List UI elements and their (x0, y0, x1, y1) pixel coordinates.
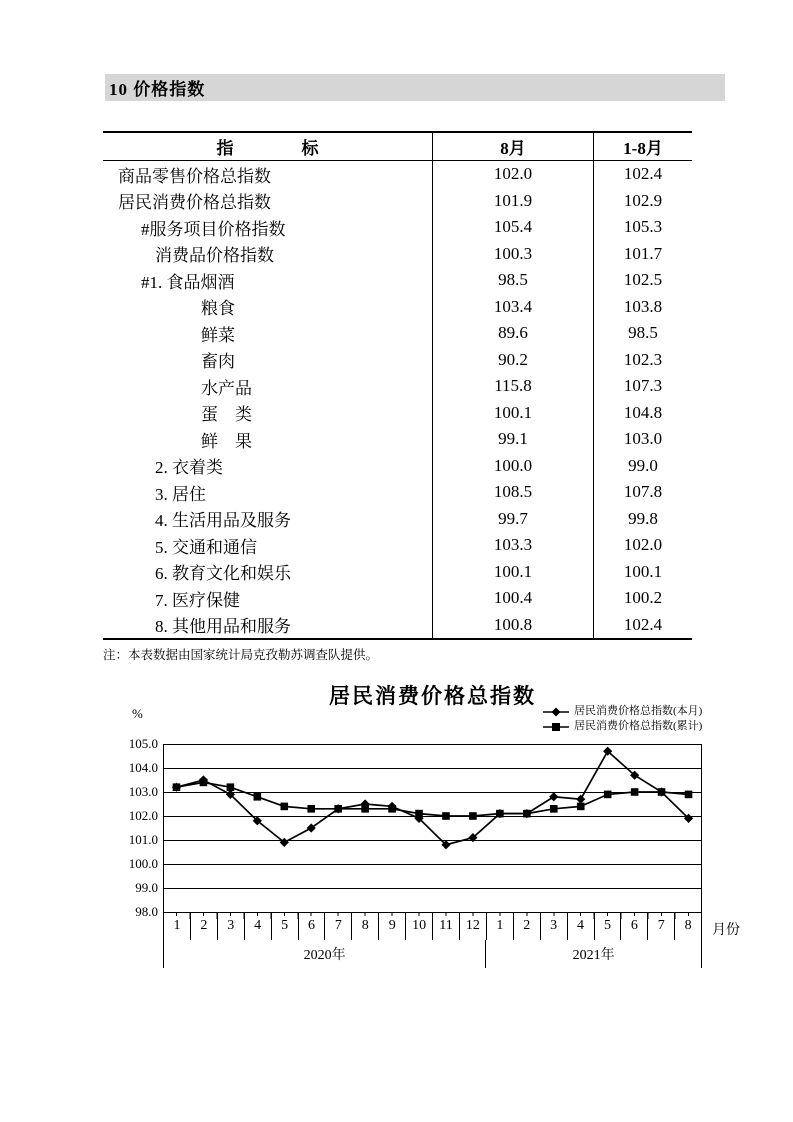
data-point-square (200, 779, 208, 787)
table-row (103, 294, 692, 321)
row-august-value: 99.7 (432, 506, 593, 533)
table-row (103, 347, 692, 374)
y-tick-label: 102.0 (128, 808, 158, 823)
month-cell: 2 (191, 912, 218, 940)
row-indicator-label: 蛋 类 (201, 405, 252, 425)
row-indicator-label: 6. 教育文化和娱乐 (155, 564, 291, 584)
data-point-square (227, 783, 235, 791)
row-jan-aug-value: 102.0 (593, 532, 692, 559)
y-tick-label: 98.0 (135, 904, 158, 919)
data-point-square (334, 805, 342, 813)
data-point-diamond (549, 792, 558, 801)
row-august-value: 100.3 (432, 241, 593, 268)
chart-x-axis (163, 912, 702, 968)
row-indicator-label: 7. 医疗保健 (155, 590, 240, 610)
series-line-square (176, 782, 688, 816)
data-point-square (496, 810, 504, 818)
table-row (103, 241, 692, 268)
row-jan-aug-value: 100.2 (593, 585, 692, 612)
row-jan-aug-value: 107.3 (593, 373, 692, 400)
row-august-value: 105.4 (432, 214, 593, 241)
table-row (103, 188, 692, 215)
table-row (103, 612, 692, 639)
table-row (103, 373, 692, 400)
row-august-value: 89.6 (432, 320, 593, 347)
data-point-square (523, 810, 531, 818)
price-index-table (103, 131, 692, 640)
month-cell: 4 (568, 912, 595, 940)
row-indicator-label: 水产品 (201, 378, 252, 398)
table-row (103, 506, 692, 533)
table-row (103, 559, 692, 586)
y-axis-unit-label: % (132, 706, 143, 721)
data-point-square (361, 805, 369, 813)
row-jan-aug-value: 107.8 (593, 479, 692, 506)
row-indicator-label: 鲜菜 (201, 325, 235, 345)
row-august-value: 99.1 (432, 426, 593, 453)
legend-label-current-month: 居民消费价格总指数(本月) (574, 705, 703, 717)
table-row (103, 320, 692, 347)
row-indicator-label: 5. 交通和通信 (155, 537, 257, 557)
data-point-square (685, 791, 693, 799)
table-row (103, 585, 692, 612)
data-point-square (254, 793, 262, 801)
row-jan-aug-value: 103.8 (593, 294, 692, 321)
x-axis-month-row (164, 912, 701, 940)
row-august-value: 101.9 (432, 188, 593, 215)
data-point-square (415, 810, 423, 818)
table-row (103, 532, 692, 559)
row-august-value: 115.8 (432, 373, 593, 400)
data-point-square (307, 805, 315, 813)
row-august-value: 100.1 (432, 400, 593, 427)
row-indicator-label: 4. 生活用品及服务 (155, 511, 291, 531)
legend-label-cumulative: 居民消费价格总指数(累计) (574, 720, 703, 732)
row-august-value: 102.0 (432, 161, 593, 188)
header-jan-aug: 1-8月 (593, 133, 692, 160)
row-indicator-label: #服务项目价格指数 (141, 219, 286, 239)
month-cell: 12 (460, 912, 487, 940)
row-jan-aug-value: 105.3 (593, 214, 692, 241)
row-jan-aug-value: 102.4 (593, 612, 692, 639)
month-cell: 3 (218, 912, 245, 940)
y-tick-label: 105.0 (128, 736, 158, 751)
row-jan-aug-value: 99.0 (593, 453, 692, 480)
y-tick-label: 103.0 (128, 784, 158, 799)
header-indicator: 指 标 (216, 139, 319, 158)
row-jan-aug-value: 99.8 (593, 506, 692, 533)
row-august-value: 100.1 (432, 559, 593, 586)
month-cell: 1 (487, 912, 514, 940)
row-indicator-label: 8. 其他用品和服务 (155, 617, 291, 637)
row-jan-aug-value: 102.3 (593, 347, 692, 374)
month-cell: 7 (325, 912, 352, 940)
header-august: 8月 (432, 133, 593, 160)
row-jan-aug-value: 100.1 (593, 559, 692, 586)
row-august-value: 103.4 (432, 294, 593, 321)
row-jan-aug-value: 102.9 (593, 188, 692, 215)
legend-item-cumulative (543, 719, 702, 734)
month-cell: 6 (299, 912, 326, 940)
x-axis-year-row (164, 940, 701, 968)
data-point-square (280, 803, 288, 811)
row-jan-aug-value: 102.5 (593, 267, 692, 294)
month-cell: 8 (352, 912, 379, 940)
data-point-square (631, 788, 639, 796)
legend-diamond-marker (543, 707, 569, 717)
month-cell: 6 (621, 912, 648, 940)
table-row (103, 267, 692, 294)
year-cell-2020: 2020年 (164, 940, 486, 968)
row-indicator-label: 粮食 (201, 299, 235, 319)
month-cell: 4 (245, 912, 272, 940)
month-cell: 9 (379, 912, 406, 940)
month-cell: 5 (595, 912, 622, 940)
row-jan-aug-value: 102.4 (593, 161, 692, 188)
month-cell: 1 (164, 912, 191, 940)
series-line-diamond (176, 751, 688, 845)
table-row (103, 161, 692, 188)
row-indicator-label: 2. 衣着类 (155, 458, 223, 478)
row-indicator-label: 商品零售价格总指数 (118, 166, 271, 186)
section-title: 10 价格指数 (109, 80, 206, 99)
x-axis-unit-label: 月份 (712, 923, 740, 938)
data-point-square (469, 812, 477, 820)
y-tick-label: 100.0 (128, 856, 158, 871)
month-cell: 8 (684, 918, 692, 933)
table-row (103, 400, 692, 427)
table-row (103, 426, 692, 453)
row-indicator-label: 居民消费价格总指数 (118, 193, 271, 213)
table-body (103, 161, 692, 640)
year-cell-2021: 2021年 (572, 948, 615, 963)
y-tick-label: 99.0 (135, 880, 158, 895)
legend-square-marker (543, 722, 569, 732)
section-header (105, 74, 725, 101)
data-point-square (442, 812, 450, 820)
table-header-row (103, 131, 692, 161)
row-august-value: 108.5 (432, 479, 593, 506)
row-august-value: 100.4 (432, 585, 593, 612)
month-cell: 2 (514, 912, 541, 940)
row-august-value: 103.3 (432, 532, 593, 559)
row-jan-aug-value: 98.5 (593, 320, 692, 347)
row-indicator-label: #1. 食品烟酒 (141, 272, 235, 292)
row-august-value: 90.2 (432, 347, 593, 374)
row-august-value: 98.5 (432, 267, 593, 294)
data-point-square (550, 805, 558, 813)
table-row (103, 479, 692, 506)
month-cell: 10 (406, 912, 433, 940)
row-indicator-label: 消费品价格指数 (155, 246, 274, 266)
month-cell: 7 (648, 912, 675, 940)
row-jan-aug-value: 103.0 (593, 426, 692, 453)
y-tick-label: 101.0 (128, 832, 158, 847)
data-point-square (604, 791, 612, 799)
row-indicator-label: 3. 居住 (155, 484, 206, 504)
table-note: 注：本表数据由国家统计局克孜勒苏调查队提供。 (103, 648, 379, 662)
row-indicator-label: 畜肉 (201, 352, 235, 372)
data-point-square (173, 783, 181, 791)
month-cell: 5 (272, 912, 299, 940)
row-jan-aug-value: 104.8 (593, 400, 692, 427)
row-august-value: 100.8 (432, 612, 593, 639)
row-jan-aug-value: 101.7 (593, 241, 692, 268)
legend-item-current-month (543, 704, 702, 719)
row-indicator-label: 鲜 果 (201, 431, 252, 451)
chart-legend (543, 704, 702, 734)
table-row (103, 214, 692, 241)
chart-plot-svg (163, 744, 702, 920)
data-point-square (388, 805, 396, 813)
month-cell: 3 (541, 912, 568, 940)
data-point-square (658, 788, 666, 796)
data-point-square (577, 803, 585, 811)
row-august-value: 100.0 (432, 453, 593, 480)
month-cell: 11 (433, 912, 460, 940)
data-point-diamond (576, 795, 585, 804)
table-row (103, 453, 692, 480)
y-tick-label: 104.0 (128, 760, 158, 775)
chart-title: 居民消费价格总指数 (329, 684, 536, 708)
